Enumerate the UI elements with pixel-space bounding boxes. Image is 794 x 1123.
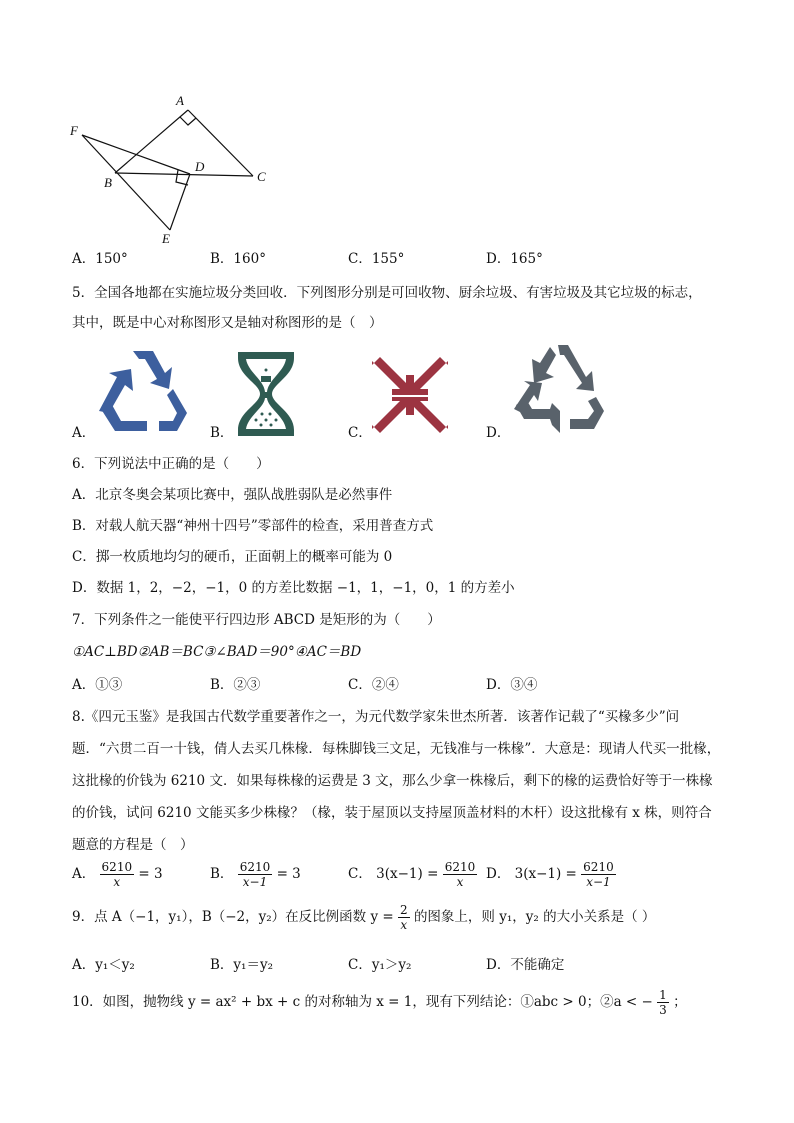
q5-option-d-letter: D． [486, 425, 511, 441]
q8-option-b-numerator: 6210 [239, 860, 271, 874]
q8-option-b-letter: B． [210, 866, 234, 882]
q8-option-b-fraction [238, 860, 273, 889]
segment-fe [82, 135, 170, 230]
q8-option-c [348, 860, 477, 889]
q7-option-d: D．③④ [486, 677, 538, 693]
q10-fraction-denominator: 3 [659, 1003, 667, 1017]
q6-option-d: D．数据 1，2，−2，−1，0 的方差比数据 −1，1，−1，0，1 的方差小 [72, 580, 515, 596]
q10-stem-prefix: 10．如图，抛物线 y = ax² + bx + c 的对称轴为 x = 1，现有下列结论：①abc > 0；②a < − [72, 994, 653, 1010]
q10-stem [72, 988, 687, 1017]
q4-option-b: B．160° [210, 251, 266, 267]
label-d: D [195, 159, 205, 174]
q8-option-a-denominator: x [113, 875, 121, 889]
q8-line-1: 8.《四元玉鉴》是我国古代数学重要著作之一，为元代数学家朱世杰所著．该著作记载了“买椽多少”问 [72, 709, 680, 725]
segment-fd [82, 135, 190, 174]
q8-line-5: 题意的方程是（ ） [72, 837, 194, 853]
q8-option-d-letter: D． [486, 866, 511, 882]
q5-option-a-letter: A． [72, 425, 96, 441]
segment-ab [115, 110, 188, 173]
q7-option-a: A．①③ [72, 677, 123, 693]
recycle-icon [95, 347, 191, 435]
q8-option-d-denominator: x−1 [586, 875, 611, 889]
kitchen-waste-icon [234, 350, 298, 438]
q6-option-b: B．对载人航天器“神州十四号”零部件的检查，采用普查方式 [72, 518, 434, 534]
other-waste-icon [510, 343, 606, 435]
q9-stem [72, 903, 655, 932]
q8-option-c-fraction [443, 860, 478, 889]
q8-option-c-denominator: x [456, 875, 464, 889]
q4-option-d: D．165° [486, 251, 543, 267]
q9-stem-prefix: 9．点 A（−1，y₁），B（−2，y₂）在反比例函数 y = [72, 909, 394, 925]
label-b: B [104, 175, 112, 190]
q8-option-c-lhs: 3(x−1) = [376, 866, 439, 882]
q8-option-c-letter: C． [348, 866, 372, 882]
q5-stem-line2: 其中，既是中心对称图形又是轴对称图形的是（ ） [72, 315, 383, 331]
q7-option-b: B．②③ [210, 677, 261, 693]
q9-fraction-numerator: 2 [400, 903, 408, 917]
q10-fraction [657, 988, 669, 1017]
q7-stem: 7．下列条件之一能使平行四边形 ABCD 是矩形的为（ ） [72, 612, 441, 628]
q9-option-d: D．不能确定 [486, 957, 565, 973]
q9-stem-suffix: 的图象上，则 y₁，y₂ 的大小关系是（ ） [413, 909, 656, 925]
right-angle-mark-a [180, 117, 196, 125]
q8-option-b-denominator: x−1 [242, 875, 268, 889]
q8-option-a [72, 860, 163, 889]
q5-stem-line1: 5．全国各地都在实施垃圾分类回收．下列图形分别是可回收物、厨余垃圾、有害垃圾及其它垃圾的标志， [72, 285, 702, 301]
q8-option-d-numerator: 6210 [583, 860, 614, 874]
segment-bc [115, 173, 253, 176]
q8-option-b-rhs: = 3 [276, 866, 301, 882]
q5-option-b-letter: B． [210, 425, 234, 441]
q8-option-c-numerator: 6210 [444, 860, 476, 874]
q9-fraction-denominator: x [400, 918, 408, 932]
label-c: C [257, 169, 266, 184]
q8-option-d [486, 860, 616, 889]
q8-option-d-fraction [581, 860, 616, 889]
triangle-figure [60, 90, 290, 245]
q6-option-c: C．掷一枚质地均匀的硬币，正面朝上的概率可能为 0 [72, 549, 393, 565]
q4-option-c: C．155° [348, 251, 405, 267]
q9-option-c: C．y₁＞y₂ [348, 957, 412, 973]
q8-option-a-fraction [100, 860, 135, 889]
label-e: E [162, 231, 170, 245]
q5-option-c-letter: C． [348, 425, 372, 441]
q8-option-a-letter: A． [72, 866, 96, 882]
q6-option-a: A．北京冬奥会某项比赛中，强队战胜弱队是必然事件 [72, 487, 393, 503]
label-a: A [176, 93, 184, 108]
label-f: F [70, 123, 78, 138]
q8-option-d-lhs: 3(x−1) = [514, 866, 577, 882]
q8-line-4: 的价钱，试问 6210 文能买多少株椽？（椽，装于屋顶以支持屋顶盖材料的木杆）设这批椽有 x 株，则符合 [72, 805, 712, 821]
hazardous-waste-icon [370, 355, 450, 435]
q9-option-a: A．y₁＜y₂ [72, 957, 135, 973]
q8-option-b [210, 860, 301, 889]
q7-option-c: C．②④ [348, 677, 399, 693]
q10-stem-suffix: ； [673, 994, 687, 1010]
q8-option-a-numerator: 6210 [101, 860, 133, 874]
q8-line-2: 题．“六贯二百一十钱，倩人去买几株椽．每株脚钱三文足，无钱准与一株椽”．大意是：现请人代买一批椽， [72, 741, 721, 757]
q9-option-b: B．y₁＝y₂ [210, 957, 273, 973]
q6-stem: 6．下列说法中正确的是（ ） [72, 456, 270, 472]
q7-conditions: ①AC⊥BD②AB＝BC③∠BAD＝90°④AC＝BD [72, 644, 362, 660]
q4-option-a: A．150° [72, 251, 128, 267]
q8-option-a-rhs: = 3 [138, 866, 163, 882]
q10-fraction-numerator: 1 [659, 988, 667, 1002]
q9-fraction [398, 903, 410, 932]
q8-line-3: 这批椽的价钱为 6210 文．如果每株椽的运费是 3 文，那么少拿一株椽后，剩下的椽的运费恰好等于一株椽 [72, 773, 713, 789]
